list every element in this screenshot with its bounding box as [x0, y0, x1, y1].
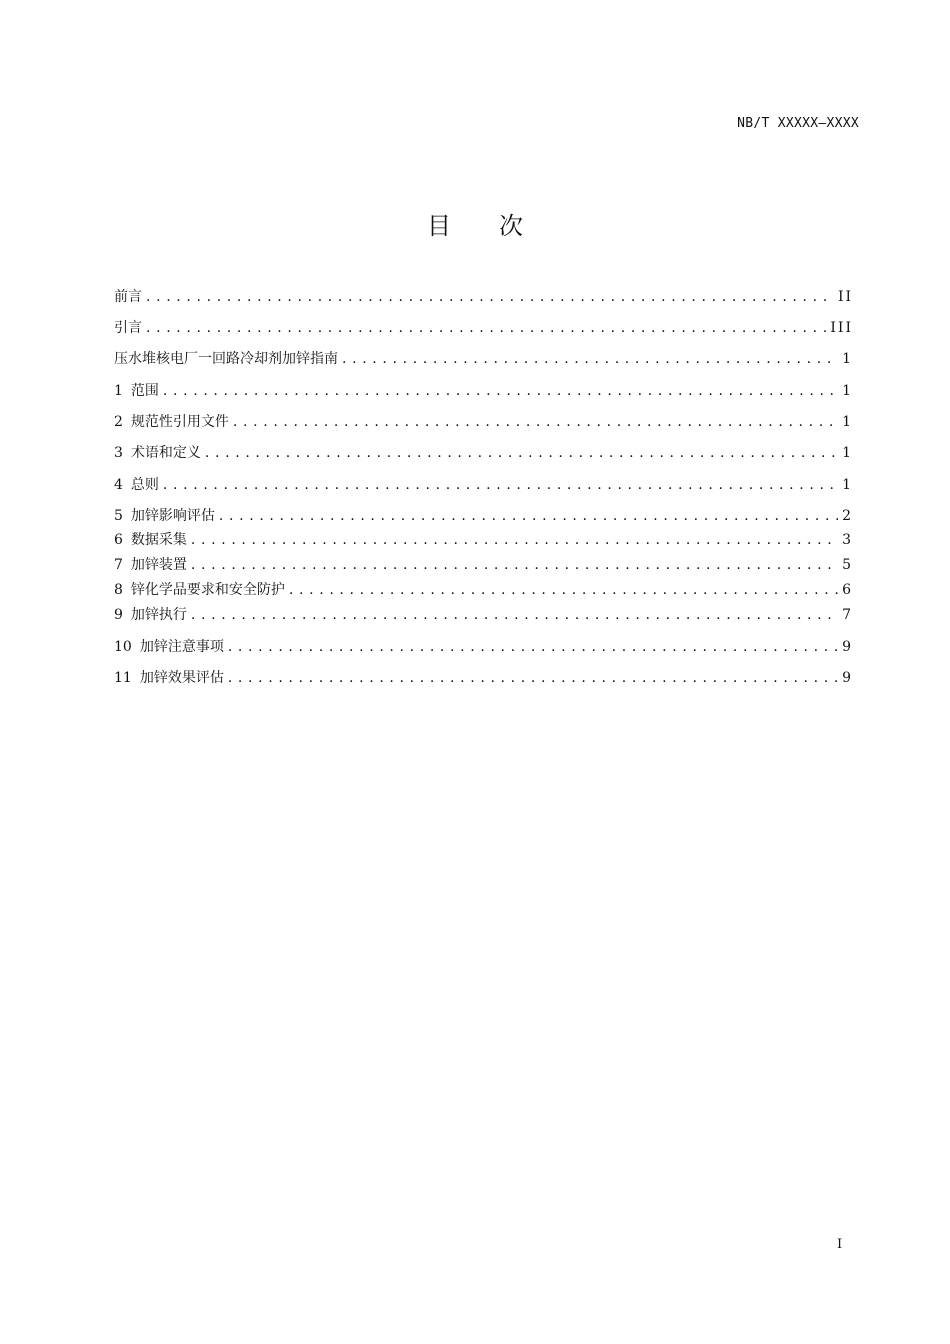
toc-entry-number: 7 — [114, 557, 123, 573]
dot-leader — [228, 669, 838, 687]
toc-entry-label: 锌化学品要求和安全防护 — [130, 582, 285, 598]
standard-code: NB/T XXXXX—XXXX — [737, 116, 859, 131]
toc-entry-label: 术语和定义 — [130, 445, 201, 461]
toc-entry-number: 3 — [114, 445, 123, 461]
toc-entry[interactable] — [114, 507, 851, 525]
toc-entry[interactable] — [114, 413, 851, 431]
toc-entry-label: 前言 — [114, 289, 142, 305]
toc-entry-label: 引言 — [114, 320, 142, 336]
toc-entry-label: 规范性引用文件 — [130, 414, 229, 430]
toc-entry[interactable] — [114, 531, 851, 549]
toc-entry-number: 8 — [114, 582, 123, 598]
toc-entry-page: 2 — [842, 508, 853, 524]
toc-entry-label: 加锌影响评估 — [130, 508, 215, 524]
toc-entry-label: 范围 — [130, 383, 159, 399]
toc-entry-label: 加锌注意事项 — [139, 639, 224, 655]
dot-leader — [289, 581, 838, 599]
page-title: 目次 — [427, 212, 571, 240]
toc-entry-page: 6 — [842, 582, 853, 598]
toc-entry[interactable] — [114, 444, 851, 462]
toc-entry-page: 1 — [842, 414, 853, 430]
toc-entry-number: 1 — [114, 383, 123, 399]
dot-leader — [342, 350, 838, 368]
toc-entry[interactable] — [114, 581, 851, 599]
toc-entry-page: 9 — [842, 670, 853, 686]
toc-entry-page: 1 — [842, 383, 853, 399]
toc-entry[interactable] — [114, 556, 851, 574]
toc-entry-label: 压水堆核电厂一回路冷却剂加锌指南 — [114, 351, 338, 367]
toc-entry-page: II — [837, 289, 853, 305]
toc-entry-page: 9 — [842, 639, 853, 655]
toc-entry-page: 1 — [842, 351, 853, 367]
toc-entry-number: 4 — [114, 477, 123, 493]
toc-entry-number: 6 — [114, 532, 123, 548]
dot-leader — [228, 638, 838, 656]
toc-entry[interactable] — [114, 669, 851, 687]
toc-entry[interactable] — [114, 476, 851, 494]
toc-entry[interactable] — [114, 288, 851, 306]
dot-leader — [146, 288, 834, 306]
toc-entry-label: 加锌装置 — [130, 557, 187, 573]
toc-entry-number: 11 — [114, 670, 132, 686]
dot-leader — [163, 476, 838, 494]
toc-entry-label: 总则 — [130, 477, 159, 493]
toc-entry-page: 7 — [842, 607, 853, 623]
dot-leader — [191, 556, 838, 574]
dot-leader — [205, 444, 838, 462]
dot-leader — [233, 413, 838, 431]
dot-leader — [163, 382, 838, 400]
toc-entry-label: 加锌效果评估 — [139, 670, 224, 686]
toc-entry-label: 加锌执行 — [130, 607, 187, 623]
toc-entry[interactable] — [114, 638, 851, 656]
dot-leader — [146, 319, 826, 337]
dot-leader — [191, 606, 838, 624]
toc-entry-label: 数据采集 — [130, 532, 187, 548]
page-number: I — [837, 1237, 843, 1252]
toc-entry-page: 1 — [842, 445, 853, 461]
toc-entry-page: 1 — [842, 477, 853, 493]
toc-entry-page: 3 — [842, 532, 853, 548]
toc-entry-number: 9 — [114, 607, 123, 623]
toc-entry-number: 5 — [114, 508, 123, 524]
toc-entry-page: 5 — [842, 557, 853, 573]
toc-entry[interactable] — [114, 350, 851, 368]
toc-entry-number: 10 — [114, 639, 132, 655]
toc-entry-page: III — [830, 320, 853, 336]
toc-entry[interactable] — [114, 606, 851, 624]
toc-entry[interactable] — [114, 319, 851, 337]
dot-leader — [191, 531, 838, 549]
toc-entry[interactable] — [114, 382, 851, 400]
dot-leader — [219, 507, 838, 525]
toc-entry-number: 2 — [114, 414, 123, 430]
